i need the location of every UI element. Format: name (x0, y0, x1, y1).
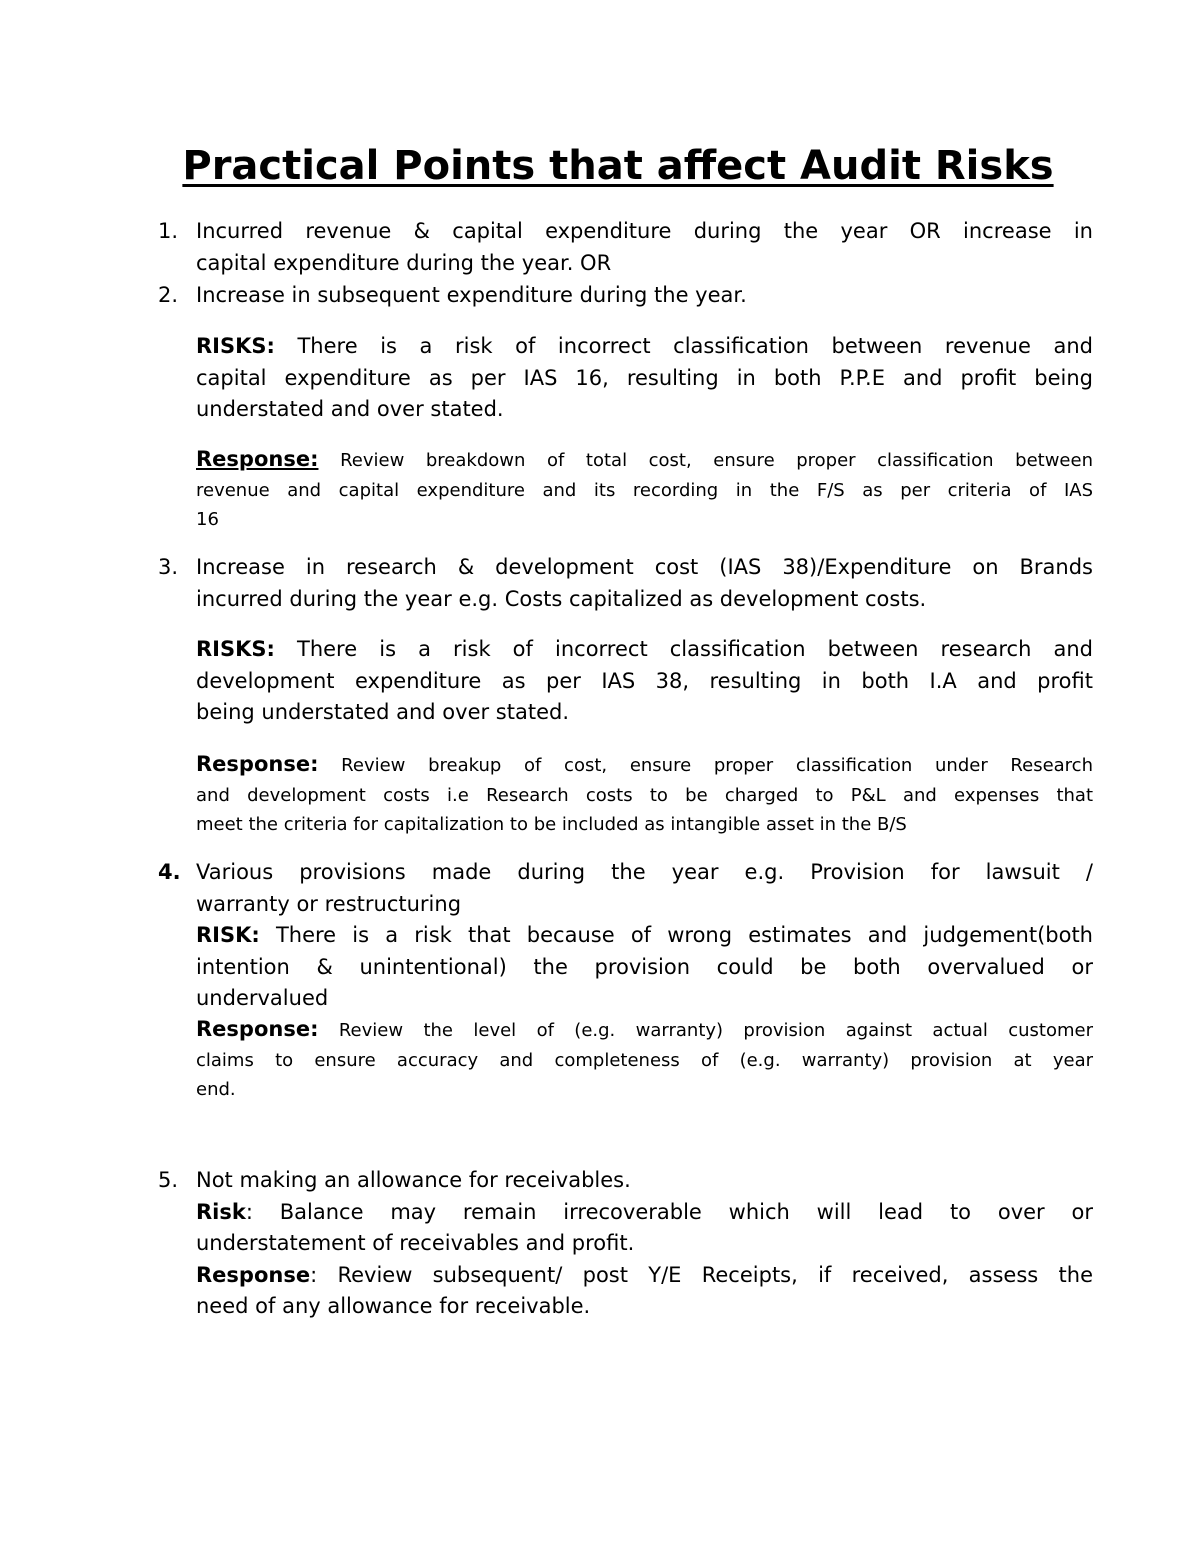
response-label: Response: (196, 752, 319, 776)
risk-text: being understated and over stated. (196, 700, 569, 724)
item-number: 5. (158, 1168, 179, 1192)
response-label: Response (196, 1262, 311, 1287)
list-item-4 (158, 857, 1093, 1015)
response-paragraph-2 (196, 445, 1093, 535)
list-item-5 (158, 1165, 1093, 1323)
list-item-3 (158, 552, 1093, 615)
risk-paragraph-3 (196, 634, 1093, 729)
list-item-1 (158, 216, 1093, 279)
item-text-line: Increase in research & development cost (IAS 38)/Expenditure on Brands (196, 555, 1093, 579)
item-number: 3. (158, 555, 179, 579)
risk-text: understated and over stated. (196, 397, 504, 421)
response-text: : Review subsequent/ post Y/E Receipts, if received, assess the (310, 1262, 1093, 1287)
item-number: 1. (158, 219, 179, 243)
response-text: Review breakdown of total cost, ensure proper classification between (340, 450, 1093, 471)
risk-label: RISKS: (196, 637, 275, 661)
risk-text: There is a risk that because of wrong estimates and judgement(both (275, 923, 1093, 947)
risk-text: intention & unintentional) the provision could be both overvalued or (196, 954, 1093, 979)
response-text: need of any allowance for receivable. (196, 1294, 591, 1318)
response-paragraph-4 (196, 1015, 1093, 1105)
item-text: Increase in subsequent expenditure during the year. (196, 283, 747, 307)
response-text: end. (196, 1079, 236, 1100)
response-text: meet the criteria for capitalization to be included as intangible asset in the B/S (196, 814, 907, 835)
list-item-2 (158, 280, 1093, 312)
risk-text: There is a risk of incorrect classification between revenue and (297, 334, 1093, 358)
response-text: and development costs i.e Research costs to be charged to P&L and expenses that (196, 784, 1093, 806)
risk-paragraph-2 (196, 331, 1093, 426)
response-label: Response: (196, 447, 319, 471)
item-text-line: warranty or restructuring (196, 891, 462, 916)
risk-text: There is a risk of incorrect classification between research and (297, 637, 1093, 661)
item-number: 4. (158, 860, 181, 884)
risk-text: understatement of receivables and profit. (196, 1231, 635, 1255)
risk-label: Risk (196, 1199, 246, 1224)
response-label: Response: (196, 1017, 319, 1041)
response-text: revenue and capital expenditure and its recording in the F/S as per criteria of IAS (196, 479, 1093, 501)
response-text: Review breakup of cost, ensure proper classification under Research (341, 755, 1093, 776)
risk-label: RISK: (196, 923, 260, 947)
risk-text: capital expenditure as per IAS 16, resulting in both P.P.E and profit being (196, 365, 1093, 390)
item-text-line: capital expenditure during the year. OR (196, 250, 612, 275)
page-title: Practical Points that affect Audit Risks (182, 143, 1054, 189)
risk-text: development expenditure as per IAS 38, resulting in both I.A and profit (196, 668, 1093, 693)
response-text: Review the level of (e.g. warranty) provision against actual customer (338, 1020, 1093, 1041)
item-number: 2. (158, 283, 179, 307)
response-text: 16 (196, 509, 219, 530)
risk-label: RISKS: (196, 334, 275, 358)
risk-text: undervalued (196, 986, 329, 1010)
item-text-line: incurred during the year e.g. Costs capitalized as development costs. (196, 586, 927, 611)
item-text: Not making an allowance for receivables. (196, 1168, 631, 1192)
risk-text: : Balance may remain irrecoverable which will lead to over or (245, 1199, 1093, 1224)
item-text-line: Incurred revenue & capital expenditure during the year OR increase in (196, 219, 1093, 243)
response-text: claims to ensure accuracy and completeness of (e.g. warranty) provision at year (196, 1049, 1093, 1071)
item-text-line: Various provisions made during the year e.g. Provision for lawsuit / (196, 860, 1093, 884)
response-paragraph-3 (196, 750, 1093, 840)
